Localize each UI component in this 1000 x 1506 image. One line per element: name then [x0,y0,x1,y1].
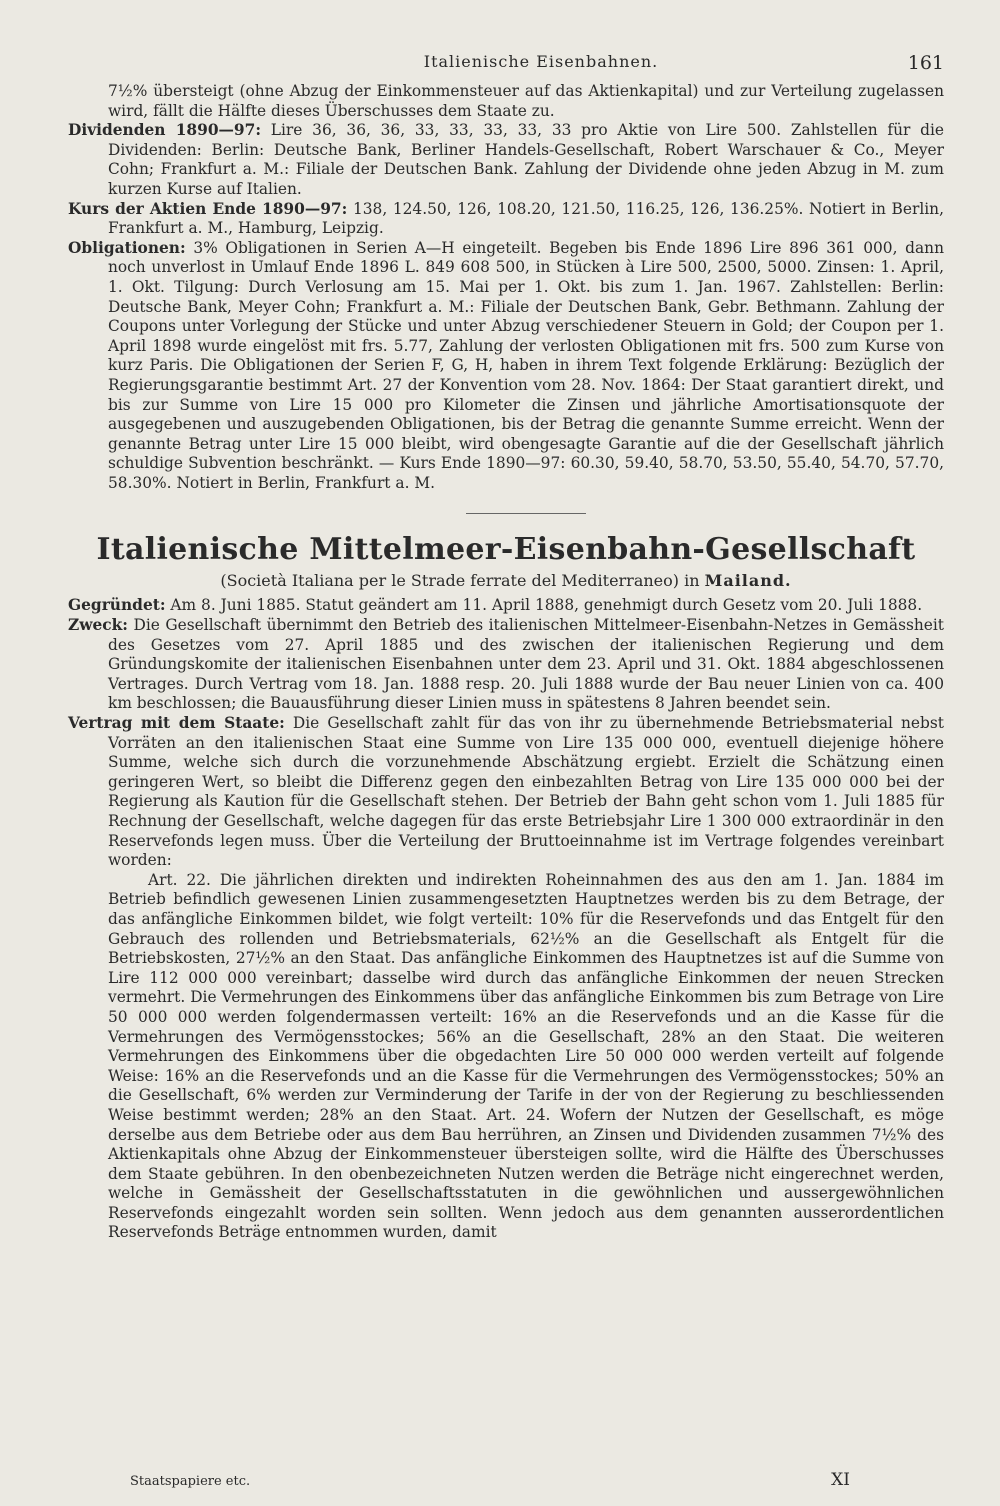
entry-gegruendet [68,596,944,616]
entry-label: Zweck: [68,616,128,635]
section-divider [466,513,586,514]
signature-mark: XI [831,1470,850,1490]
entry-label: Dividenden 1890—97: [68,121,262,140]
page-number: 161 [907,52,944,74]
entry-text: 3% Obligationen in Serien A—H eingeteilt. Begeben bis Ende 1896 Lire 896 361 000, dann noch unverlost in Umlauf Ende 1896 L. 849 608 500, in Stücken à Lire 500, 2500, 5000. Zinsen: 1. April, 1. Okt. Tilgung: Durch Verlosung am 15. Mai per 1. Okt. bis zum 1. Jan. 1967. Zahlstellen: Berlin: Deutsche Bank, Meyer Cohn; Frankfurt a. M.: Filiale der Deutschen Bank, Gebr. Bethmann. Zahlung der Coupons unter Vorlegung der Stücke und unter Abzug verschiedener Steuern in Gold; der Coupon per 1. April 1898 wurde eingelöst mit frs. 5.77, Zahlung der verlosten Obligationen mit frs. 500 zum Kurse von kurz Paris. Die Obligationen der Serien F, G, H, haben in ihrem Text folgende Erklärung: Bezüglich der Regierungsgarantie bestimmt Art. 27 der Konvention vom 28. Nov. 1864: Der Staat garantiert direkt, und bis zur Summe von Lire 15 000 pro Kilometer die Zinsen und jährliche Amortisationsquote der ausgegebenen und auszugebenden Obligationen, bis der Betrag die genannte Summe erreicht. Wenn der genannte Betrag unter Lire 15 000 bleibt, wird obengesagte Garantie auf die der Gesellschaft jährlich schuldige Subvention beschränkt. — Kurs Ende 1890—97: 60.30, 59.40, 58.70, 53.50, 55.40, 54.70, 57.70, 58.30%. Notiert in Berlin, Frankfurt a. M. [108,238,944,492]
entry-obligationen [68,238,944,494]
entry-text: Die Gesellschaft zahlt für das von ihr zu übernehmende Betriebsmaterial nebst Vorräten an den italienischen Staat eine Summe von Lire 135 000 000, eventuell diejenige höhere Summe, welche sich durch die vorzunehmende Abschätzung ergiebt. Erzielt die Schätzung einen geringeren Wert, so bleibt die Differenz gegen den einbezahlten Betrag von Lire 135 000 000 bei der Regierung als Kaution für die Gesellschaft stehen. Der Betrieb der Bahn geht schon vom 1. Juli 1885 für Rechnung der Gesellschaft, welche dagegen für das erste Betriebsjahr Lire 1 300 000 extraordinär in den Reservefonds legen muss. Über die Verteilung der Bruttoeinnahme ist im Vertrage folgendes vereinbart worden: [108,714,944,870]
entry-label: Kurs der Aktien Ende 1890—97: [68,199,348,218]
entry-label: Obligationen: [68,238,186,257]
continued-paragraph: 7½% übersteigt (ohne Abzug der Einkommensteuer auf das Aktienkapital) und zur Verteilung zugelassen wird, fällt die Hälfte dieses Überschusses dem Staate zu. [108,82,944,120]
entry-text: Die Gesellschaft übernimmt den Betrieb des italienischen Mittelmeer-Eisenbahn-Netzes in Gemässheit des Gesetzes vom 27. April 1885 und des zwischen der italienischen Regierung und dem Gründungskomite der italienischen Eisenbahnen unter dem 23. April und 31. Okt. 1884 abgeschlossenen Vertrages. Durch Vertrag vom 18. Jan. 1888 resp. 20. Juli 1888 wurde der Bau neuer Linien von ca. 400 km beschlossen; die Bauausführung dieser Linien muss in spätestens 8 Jahren beendet sein. [108,616,944,713]
paragraph-art22: Art. 22. Die jährlichen direkten und indirekten Roheinnahmen des aus den am 1. Jan. 1884 im Betrieb befindlich gewesenen Linien zusammengesetzten Hauptnetzes werden bis zu dem Betrage, der das anfängliche Einkommen bildet, wie folgt verteilt: 10% für die Reservefonds und das Entgelt für den Gebrauch des rollenden und Betriebsmaterials, 62½% an die Gesellschaft als Entgelt für die Betriebskosten, 27½% an den Staat. Das anfängliche Einkommen des Hauptnetzes ist auf die Summe von Lire 112 000 000 vereinbart; dasselbe wird durch das anfängliche Einkommen der neuen Strecken vermehrt. Die Vermehrungen des Einkommens über das anfängliche Einkommen bis zum Betrage von Lire 50 000 000 werden folgendermassen verteilt: 16% an die Reservefonds und an die Kasse für die Vermehrungen des Vermögensstockes; 56% an die Gesellschaft, 28% an den Staat. Die weiteren Vermehrungen des Einkommens über die obgedachten Lire 50 000 000 werden verteilt auf folgende Weise: 16% an die Reservefonds und an die Kasse für die Vermehrungen des Vermögensstockes; 50% an die Gesellschaft, 6% werden zur Verminderung der Tarife in der von der Regierung zu beschliessenden Weise bestimmt werden; 28% an den Staat. Art. 24. Wofern der Nutzen der Gesellschaft, es möge derselbe aus dem Betriebe oder aus dem Bau herrühren, an Zinsen und Dividenden zusammen 7½% des Aktienkapitals ohne Abzug der Einkommensteuer übersteigen sollte, wird die Hälfte des Überschusses dem Staate gebühren. In den obenbezeichneten Nutzen werden die Beträge nicht eingerechnet werden, welche in Gemässheit der Gesellschaftsstatuten in die gewöhnlichen und aussergewöhnlichen Reservefonds eingezahlt worden sein sollten. Wenn jedoch aus dem genannten ausserordentlichen Reservefonds Beträge entnommen wurden, damit [108,870,944,1242]
entry-dividenden [68,121,944,199]
entry-text: Am 8. Juni 1885. Statut geändert am 11. April 1888, genehmigt durch Gesetz vom 20. Juli 1888. [165,596,923,615]
entry-zweck [68,616,944,714]
entry-text: Lire 36, 36, 36, 33, 33, 33, 33, 33 pro Aktie von Lire 500. Zahlstellen für die Dividenden: Berlin: Deutsche Bank, Berliner Handels-Gesellschaft, Robert Warschauer & Co., Meyer Cohn; Frankfurt a. M.: Filiale der Deutschen Bank. Zahlung der Dividende ohne jeden Abzug in M. zum kurzen Kurse auf Italien. [108,121,944,198]
section-subtitle [68,571,944,590]
section-title: Italienische Mittelmeer-Eisenbahn-Gesellschaft [96,532,916,568]
page-footer [130,1470,850,1490]
running-title: Italienische Eisenbahnen. [423,52,659,71]
entry-vertrag [68,714,944,871]
subtitle-city: Mailand. [704,571,792,591]
entry-label: Gegründet: [68,596,166,615]
section-italienische-eisenbahnen [68,82,944,493]
subtitle-text: (Società Italiana per le Strade ferrate del Mediterraneo) in [220,571,705,591]
entry-kurs [68,199,944,239]
running-head [108,50,944,82]
entry-label: Vertrag mit dem Staate: [68,714,285,733]
entry-text: 138, 124.50, 126, 108.20, 121.50, 116.25, 126, 136.25%. Notiert in Berlin, Frankfurt a. M., Hamburg, Leipzig. [108,199,944,238]
footer-note: Staatspapiere etc. [130,1474,251,1489]
section-mittelmeer [68,596,944,1243]
